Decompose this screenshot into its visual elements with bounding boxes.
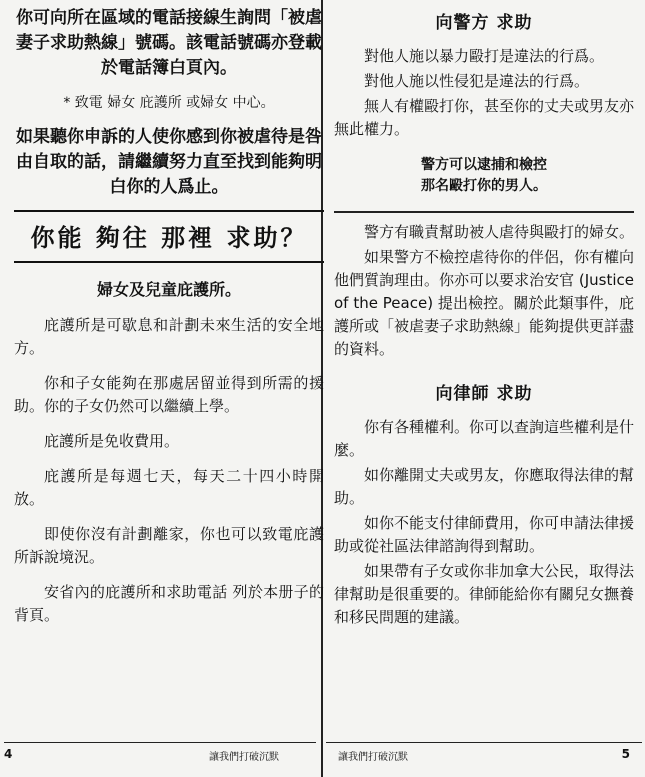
shelter-paragraph: 你和子女能夠在那處居留並得到所需的援助。你的子女仍然可以繼續上學。	[14, 374, 324, 415]
right-footer-text: 讓我們打破沉默	[338, 752, 408, 763]
shelter-paragraph: 庇護所是每週七天，每天二十四小時開放。	[14, 467, 324, 508]
arrest-title-line-1: 警方可以逮捕和檢控	[421, 157, 547, 173]
police-paragraph: 對他人施以暴力毆打是違法的行爲。	[364, 47, 605, 65]
encouragement-text: 如果聽你申訴的人使你感到你被虐待是咎由自取的話，請繼續努力直至找到能夠明白你的人爲止。	[16, 127, 322, 197]
shelter-heading: 婦女及兒童庇護所。	[96, 280, 241, 299]
left-page-number: 4	[4, 747, 13, 761]
section-title: 你能 夠往 那裡 求助？	[30, 224, 308, 252]
arrest-title-line-2: 那名毆打你的男人。	[421, 178, 547, 194]
right-page-number: 5	[621, 747, 630, 761]
police-heading: 向警方 求助	[435, 13, 533, 33]
section-title-box	[14, 210, 324, 263]
left-page	[14, 0, 324, 639]
right-footer	[326, 742, 642, 767]
shelter-paragraph: 庇護所是可歇息和計劃未來生活的安全地方。	[14, 316, 324, 357]
hotline-intro: 你可向所在區域的電話接線生詢問「被虐妻子求助熱線」號碼。該電話號碼亦登載於電話簿白頁內。	[16, 8, 322, 78]
left-footer-text: 讓我們打破沉默	[209, 752, 279, 763]
lawyer-paragraph: 如你不能支付律師費用，你可申請法律援助或從社區法律諮詢得到幫助。	[334, 514, 635, 555]
police-paragraph: 對他人施以性侵犯是違法的行爲。	[364, 72, 590, 90]
left-footer	[4, 742, 316, 767]
lawyer-paragraph: 如果帶有子女或你非加拿大公民，取得法律幫助是很重要的。律師能給你有關兒女撫養和移民問題的建議。	[334, 562, 635, 626]
shelter-paragraph: 即使你沒有計劃離家，你也可以致電庇護所訴說境況。	[14, 525, 324, 566]
lawyer-paragraph: 你有各種權利。你可以查詢這些權利是什麼。	[334, 418, 635, 459]
arrest-paragraph: 如果警方不檢控虐待你的伴侶，你有權向他們質詢理由。你亦可以要求治安官 (Justice of the Peace) 提出檢控。關於此類事件，庇護所或「被虐妻子求助熱線」能夠提供更詳盡的資料。	[334, 248, 635, 358]
arrest-title	[334, 155, 634, 197]
shelter-note: * 致電 婦女 庇護所 或婦女 中心。	[63, 95, 275, 111]
shelter-paragraph: 庇護所是免收費用。	[44, 432, 180, 450]
arrest-paragraph: 警方有職責幫助被人虐待與毆打的婦女。	[364, 223, 635, 241]
shelter-paragraph: 安省內的庇護所和求助電話 列於本册子的背頁。	[14, 583, 324, 624]
arrest-divider	[334, 211, 634, 213]
police-paragraph: 無人有權毆打你，甚至你的丈夫或男友亦無此權力。	[334, 97, 635, 138]
right-page	[334, 0, 634, 631]
lawyer-heading: 向律師 求助	[435, 384, 533, 404]
lawyer-paragraph: 如你離開丈夫或男友，你應取得法律的幫助。	[334, 466, 635, 507]
